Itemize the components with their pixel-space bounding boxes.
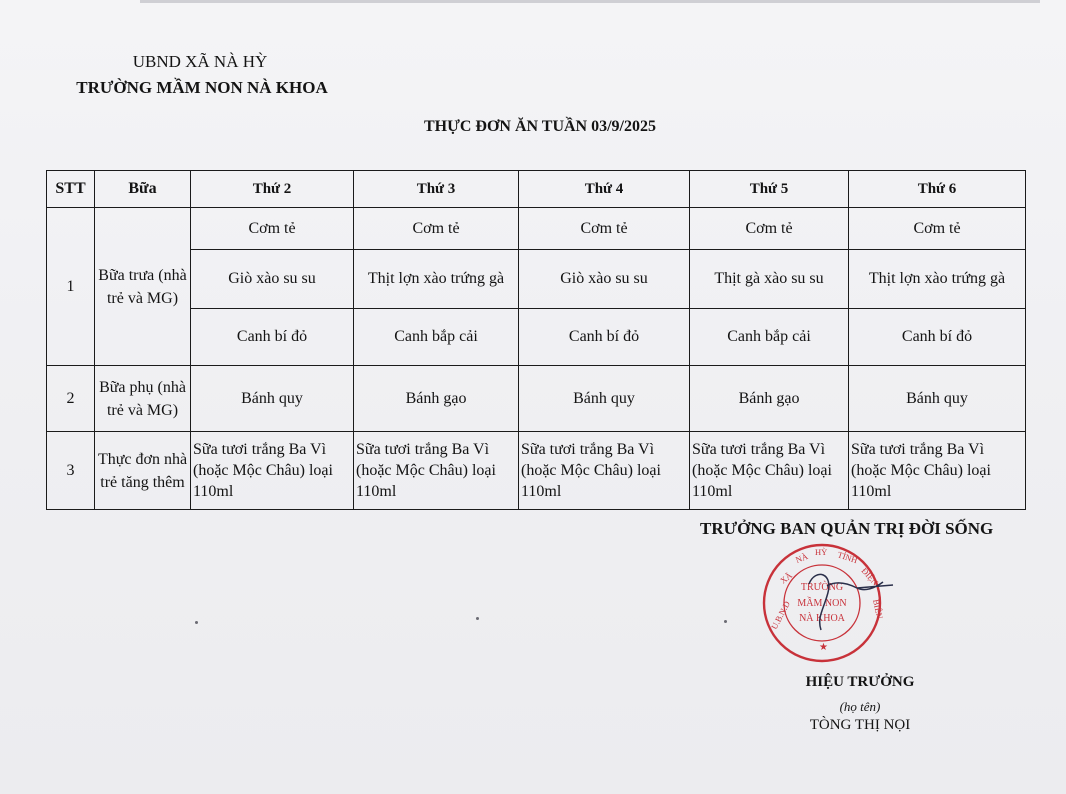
signer-name: TÒNG THỊ NỌI [809, 717, 911, 733]
principal-title: HIỆU TRƯỞNG [805, 674, 915, 690]
school-seal [757, 538, 897, 668]
svg-text:TỈNH: TỈNH [836, 549, 859, 566]
org-name: UBND XÃ NÀ HỲ [132, 52, 268, 71]
menu-cell: Sữa tươi trắng Ba Vì (hoặc Mộc Châu) loại 110ml [849, 432, 1026, 510]
menu-cell: Bánh quy [191, 366, 354, 432]
menu-cell: Canh bí đỏ [849, 309, 1026, 366]
seal-line: NÀ KHOA [799, 613, 845, 624]
menu-cell: Bánh gạo [690, 366, 849, 432]
row-number: 2 [47, 366, 95, 432]
menu-cell: Cơm tẻ [191, 208, 354, 250]
menu-cell: Bánh gạo [354, 366, 519, 432]
menu-cell: Thịt lợn xào trứng gà [849, 250, 1026, 309]
svg-text:HỲ: HỲ [815, 547, 828, 557]
svg-text:XÃ: XÃ [778, 570, 794, 586]
svg-text:U.B.N.D: U.B.N.D [768, 599, 793, 631]
table-row [47, 208, 1026, 250]
menu-cell: Sữa tươi trắng Ba Vì (hoặc Mộc Châu) loại 110ml [690, 432, 849, 510]
menu-cell: Cơm tẻ [690, 208, 849, 250]
row-number: 3 [47, 432, 95, 510]
menu-cell: Cơm tẻ [849, 208, 1026, 250]
svg-text:★: ★ [819, 642, 828, 653]
col-header-day: Thứ 2 [191, 171, 354, 208]
menu-table [46, 170, 1026, 510]
col-header-stt: STT [47, 171, 95, 208]
paper-speck [195, 621, 198, 624]
table-row [47, 250, 1026, 309]
menu-cell: Canh bắp cải [690, 309, 849, 366]
col-header-day: Thứ 5 [690, 171, 849, 208]
row-number: 1 [47, 208, 95, 366]
meal-name: Bữa trưa (nhà trẻ và MG) [95, 208, 191, 366]
paper-speck [724, 620, 727, 623]
menu-cell: Cơm tẻ [354, 208, 519, 250]
col-header-day: Thứ 4 [519, 171, 690, 208]
col-header-meal: Bữa [95, 171, 191, 208]
col-header-day: Thứ 6 [849, 171, 1026, 208]
page-title: THỰC ĐƠN ĂN TUẦN 03/9/2025 [423, 118, 656, 135]
col-header-day: Thứ 3 [354, 171, 519, 208]
table-row [47, 366, 1026, 432]
menu-cell: Bánh quy [519, 366, 690, 432]
chief-title: TRƯỞNG BAN QUẢN TRỊ ĐỜI SỐNG [700, 519, 994, 538]
menu-cell: Cơm tẻ [519, 208, 690, 250]
menu-cell: Giò xào su su [519, 250, 690, 309]
school-name: TRƯỜNG MẦM NON NÀ KHOA [76, 78, 328, 97]
menu-cell: Thịt gà xào su su [690, 250, 849, 309]
menu-cell: Thịt lợn xào trứng gà [354, 250, 519, 309]
menu-cell: Canh bí đỏ [519, 309, 690, 366]
meal-name: Thực đơn nhà trẻ tăng thêm [95, 432, 191, 510]
menu-cell: Bánh quy [849, 366, 1026, 432]
header-row [47, 171, 1026, 208]
seal-line: MẦM NON [797, 598, 847, 609]
menu-cell: Sữa tươi trắng Ba Vì (hoặc Mộc Châu) loại 110ml [191, 432, 354, 510]
svg-text:BIÊN: BIÊN [871, 598, 885, 620]
table-row [47, 309, 1026, 366]
fullname-label: (họ tên) [839, 699, 881, 714]
meal-name: Bữa phụ (nhà trẻ và MG) [95, 366, 191, 432]
svg-text:NÀ: NÀ [794, 550, 810, 565]
svg-text:ĐIỆN: ĐIỆN [859, 565, 881, 588]
seal-line: TRƯỜNG [800, 582, 844, 593]
table-row [47, 432, 1026, 510]
menu-cell: Canh bí đỏ [191, 309, 354, 366]
menu-cell: Sữa tươi trắng Ba Vì (hoặc Mộc Châu) loại 110ml [354, 432, 519, 510]
top-edge-shadow [140, 0, 1040, 3]
menu-cell: Giò xào su su [191, 250, 354, 309]
paper-speck [476, 617, 479, 620]
menu-cell: Sữa tươi trắng Ba Vì (hoặc Mộc Châu) loại 110ml [519, 432, 690, 510]
menu-cell: Canh bắp cải [354, 309, 519, 366]
